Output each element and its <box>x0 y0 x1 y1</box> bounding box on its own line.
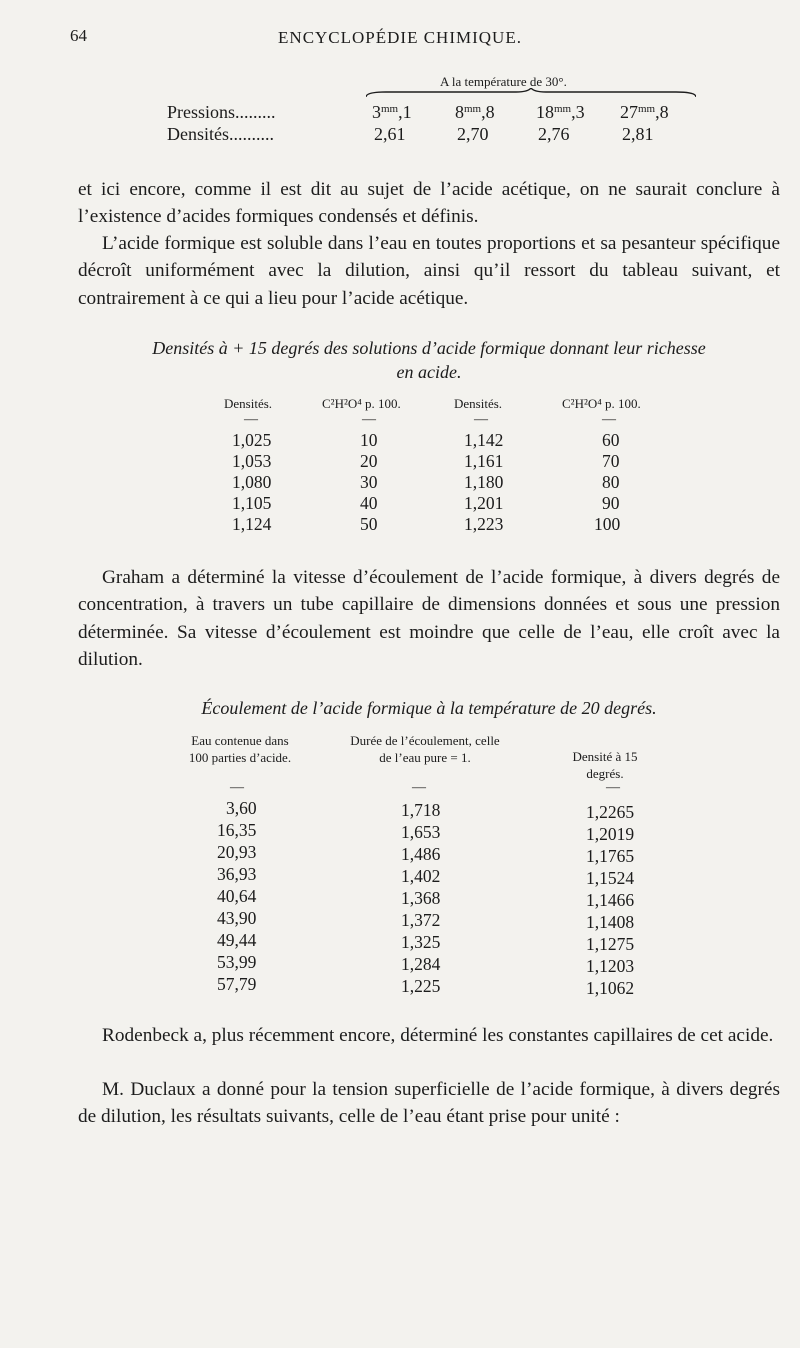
paragraph: Rodenbeck a, plus récemment encore, déterminé les constantes capillaires de cet acide. <box>102 1025 774 1046</box>
running-title: ENCYCLOPÉDIE CHIMIQUE. <box>278 28 522 47</box>
column-dash: — <box>362 412 376 427</box>
table-caption: Densités à + 15 degrés des solutions d’acide formique donnant leur richesse en acide. <box>152 338 706 382</box>
density-value: 2,76 <box>538 124 570 144</box>
table-cell: 100 <box>594 514 621 534</box>
column-dash: — <box>474 412 488 427</box>
table-cell: 80 <box>602 472 620 492</box>
table-cell: 1,201 <box>464 493 504 513</box>
table-cell: 1,124 <box>232 514 272 534</box>
column-header: C²H²O⁴ p. 100. <box>562 396 641 411</box>
column-dash: — <box>412 780 426 795</box>
table-cell: 49,44 <box>217 930 257 950</box>
table-brace <box>366 88 696 98</box>
table-cell: 1,161 <box>464 451 504 471</box>
column-header: Densité à 15 degrés. <box>572 749 638 781</box>
table-cell: 1,080 <box>232 472 272 492</box>
column-header: Eau contenue dans 100 parties d’acide. <box>188 733 292 765</box>
pressure-value: $3^{mm},1$ <box>372 102 412 122</box>
table-cell: 40 <box>360 493 378 513</box>
table-cell: 1,402 <box>401 866 441 886</box>
table-cell: 16,35 <box>217 820 257 840</box>
density-value: 2,81 <box>622 124 654 144</box>
table-cell: 50 <box>360 514 378 534</box>
table-cell: 1,368 <box>401 888 441 908</box>
table-cell: 90 <box>602 493 620 513</box>
column-dash: — <box>602 412 616 427</box>
table-cell: 1,142 <box>464 430 504 450</box>
pressure-value: $8^{mm},8$ <box>455 102 495 122</box>
table-cell: 1,486 <box>401 844 441 864</box>
table-cell: 10 <box>360 430 378 450</box>
column-header: Durée de l’écoulement, celle de l’eau pure = 1. <box>350 733 500 765</box>
column-dash: — <box>244 412 258 427</box>
table-cell: 57,79 <box>217 974 257 994</box>
table-cell: 1,053 <box>232 451 272 471</box>
table-cell: 60 <box>602 430 620 450</box>
table-cell: 70 <box>602 451 620 471</box>
table-cell: 1,105 <box>232 493 272 513</box>
table-cell: 1,284 <box>401 954 441 974</box>
table-cell: 1,372 <box>401 910 441 930</box>
paragraph: L’acide formique est soluble dans l’eau en toutes proportions et sa pesanteur spécifique décroît uniformément avec la dilution, ainsi qu’il ressort du tableau suivant, et contrairement à ce qui a lieu pour l’acide acétique. <box>78 233 780 309</box>
table-cell: 1,2019 <box>586 824 635 844</box>
pressure-row-label: Pressions......... <box>167 102 276 122</box>
table-cell: 1,325 <box>401 932 441 952</box>
table-cell: 1,025 <box>232 430 272 450</box>
column-header: C²H²O⁴ p. 100. <box>322 396 401 411</box>
table-cell: 1,1408 <box>586 912 635 932</box>
density-row-label: Densités.......... <box>167 124 274 144</box>
page-number: 64 <box>70 26 87 45</box>
table-cell: 20 <box>360 451 378 471</box>
table-cell: 1,1062 <box>586 978 635 998</box>
column-dash: — <box>606 780 620 795</box>
table-cell: 1,1524 <box>586 868 635 888</box>
pressure-value: $18^{mm},3$ <box>536 102 585 122</box>
table-cell: 1,1466 <box>586 890 635 910</box>
table-cell: 53,99 <box>217 952 257 972</box>
table-cell: 1,180 <box>464 472 504 492</box>
table-cell: 1,1203 <box>586 956 635 976</box>
table-cell: 1,653 <box>401 822 441 842</box>
table-caption: Écoulement de l’acide formique à la température de 20 degrés. <box>201 698 657 718</box>
table-cell: 3,60 <box>226 798 257 818</box>
table-cell: 1,225 <box>401 976 441 996</box>
table-cell: 1,1275 <box>586 934 635 954</box>
table-cell: 20,93 <box>217 842 257 862</box>
table-cell: 1,1765 <box>586 846 635 866</box>
density-value: 2,70 <box>457 124 489 144</box>
density-value: 2,61 <box>374 124 406 144</box>
paragraph: et ici encore, comme il est dit au sujet de l’acide acétique, on ne saurait conclure à l’existence d’acides formiques condensés et définis. <box>78 179 780 228</box>
table-cell: 1,2265 <box>586 802 635 822</box>
table-cell: 36,93 <box>217 864 257 884</box>
table-cell: 1,223 <box>464 514 504 534</box>
temperature-caption: A la température de 30°. <box>440 74 567 89</box>
paragraph: Graham a déterminé la vitesse d’écoulement de l’acide formique, à divers degrés de concentration, à travers un tube capillaire de dimensions données et sous une pression déterminée. Sa vitesse d’écoulement est moindre que celle de l’eau, elle croît avec la dilution. <box>78 567 780 670</box>
table-cell: 43,90 <box>217 908 257 928</box>
table-cell: 30 <box>360 472 378 492</box>
column-dash: — <box>230 780 244 795</box>
column-header: Densités. <box>224 396 273 411</box>
pressure-value: $27^{mm},8$ <box>620 102 669 122</box>
paragraph: M. Duclaux a donné pour la tension superficielle de l’acide formique, à divers degrés de dilution, les résultats suivants, celle de l’eau étant prise pour unité : <box>78 1079 780 1128</box>
column-header: Densités. <box>454 396 503 411</box>
table-cell: 1,718 <box>401 800 441 820</box>
table-cell: 40,64 <box>217 886 257 906</box>
